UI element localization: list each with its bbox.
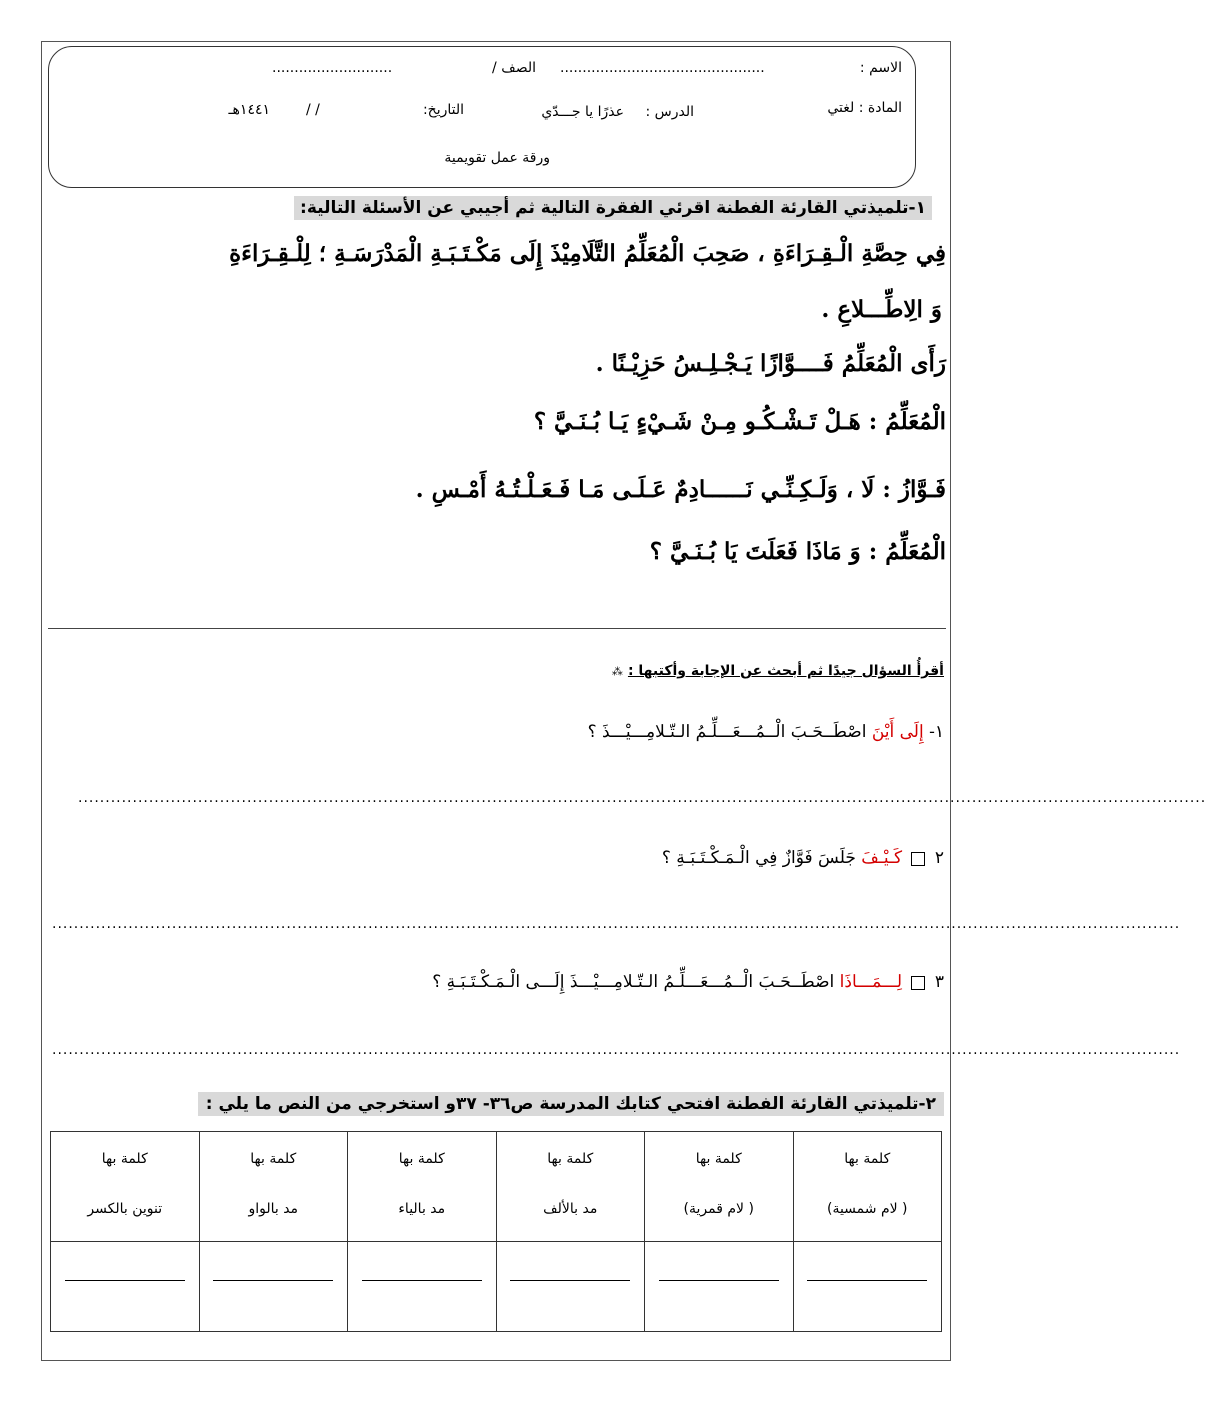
passage-line-2: وَ الِاطِّـــلاعِ .	[821, 296, 942, 323]
table-header-cell: كلمة بها ( لام قمرية)	[645, 1132, 794, 1242]
question-3-number: ٣	[934, 972, 944, 992]
date-year: ١٤٤١هـ	[228, 102, 270, 118]
passage-line-5: فَـوَّازُ : لَا ، وَلَـكِـنِّـي نَــــــادِمٌ عَـلَـى مَـا فَـعَـلْـتُـهُ أَمْـسِ .	[415, 476, 946, 503]
passage-line-6: الْمُعَلِّمُ : وَ مَاذَا فَعَلَتَ يَا بُـنَـيَّ ؟	[649, 538, 946, 565]
answer-line-2[interactable]: ...............................................................................................................................................................................................................	[52, 916, 1181, 932]
question-2-keyword: كَـيْـفَ	[861, 848, 903, 868]
passage-line-1: فِي حِصَّةِ الْـقِـرَاءَةِ ، صَحِبَ الْمُعَلِّمُ التَّلَامِيْذَ إِلَى مَكْـتَـبَـةِ الْمَدْرَسَـةِ ؛ لِلْـقِـرَاءَةِ	[229, 240, 946, 267]
question1-title: ١-تلميذتي القارئة الفطنة اقرئي الفقرة التالية ثم أجيبي عن الأسئلة التالية:	[294, 196, 932, 220]
table-header-cell: كلمة بها تنوين بالكسر	[51, 1132, 200, 1242]
class-field[interactable]: ...........................	[272, 60, 393, 76]
checkbox-icon	[911, 976, 925, 990]
question-3-keyword: لِـــمَـــاذَا	[839, 972, 903, 992]
question-2	[662, 848, 944, 868]
answer-cell[interactable]	[51, 1242, 200, 1332]
passage-line-3: رَأَى الْمُعَلِّمُ فَــــوَّازًا يَـجْـلِـسُ حَزِيْـنًا .	[595, 350, 946, 377]
subject-label: المادة : لغتي	[827, 100, 902, 116]
section-divider	[48, 628, 946, 629]
name-field[interactable]: ..............................................	[560, 60, 765, 76]
instruction-line	[612, 660, 944, 679]
passage-line-4: الْمُعَلِّمُ : هَـلْ تَـشْـكُـو مِـنْ شَـيْءٍ يَـا بُـنَـيَّ ؟	[533, 408, 946, 435]
lesson-label: الدرس :	[645, 104, 694, 120]
answer-line-3[interactable]: ...............................................................................................................................................................................................................	[52, 1042, 1181, 1058]
worksheet-title: ورقة عمل تقويمية	[444, 150, 550, 166]
name-label: الاسم :	[859, 60, 902, 76]
lesson-name: عذرًا يا جـــدّي	[541, 104, 624, 120]
answer-cell[interactable]	[348, 1242, 497, 1332]
answer-cell[interactable]	[793, 1242, 942, 1332]
question-2-number: ٢	[934, 848, 944, 868]
question-1-text: اصْطَــحَـبَ الْــمُـــعَـــلِّـمُ الـتّـلامِـــيْـــذَ ؟	[587, 722, 867, 742]
header-box	[48, 46, 916, 188]
question-1-keyword: إِلَى أَيْنَ	[871, 722, 924, 742]
date-label: التاريخ:	[422, 102, 464, 118]
extraction-table	[50, 1131, 942, 1332]
class-label: الصف /	[492, 60, 536, 76]
question-2-text: جَلَسَ فَوَّازٌ فِي الْـمَـكْـتَـبَـةِ ؟	[661, 848, 856, 868]
table-header-cell: كلمة بها مد بالياء	[348, 1132, 497, 1242]
table-header-cell: كلمة بها مد بالواو	[199, 1132, 348, 1242]
answer-line-1[interactable]: ...............................................................................................................................................................................................................	[78, 790, 1206, 806]
table-header-cell: كلمة بها ( لام شمسية)	[793, 1132, 942, 1242]
question2-title: ٢-تلميذتي القارئة الفطنة افتحي كتابك المدرسة ص٣٦- ٣٧و استخرجي من النص ما يلي :	[198, 1092, 944, 1116]
table-header-cell: كلمة بها مد بالألف	[496, 1132, 645, 1242]
answer-cell[interactable]	[645, 1242, 794, 1332]
question-1-number: ١-	[929, 722, 944, 742]
instruction-text: أقرأُ السؤال جيدًا ثم أبحث عن الإجابة وأكتبها :	[627, 663, 944, 679]
question-3-text: اصْطَــحَـبَ الْــمُـــعَـــلِّـمُ الـتّـلامِـــيْـــذَ إِلَـــى الْـمَـكْـتَـبَـةِ ؟	[432, 972, 835, 992]
checkbox-icon	[911, 852, 925, 866]
answer-cell[interactable]	[199, 1242, 348, 1332]
question-1	[588, 722, 944, 742]
asterism-icon: ⁂	[611, 665, 623, 678]
date-slashes: / /	[306, 102, 320, 118]
answer-cell[interactable]	[496, 1242, 645, 1332]
question-3	[432, 972, 944, 992]
